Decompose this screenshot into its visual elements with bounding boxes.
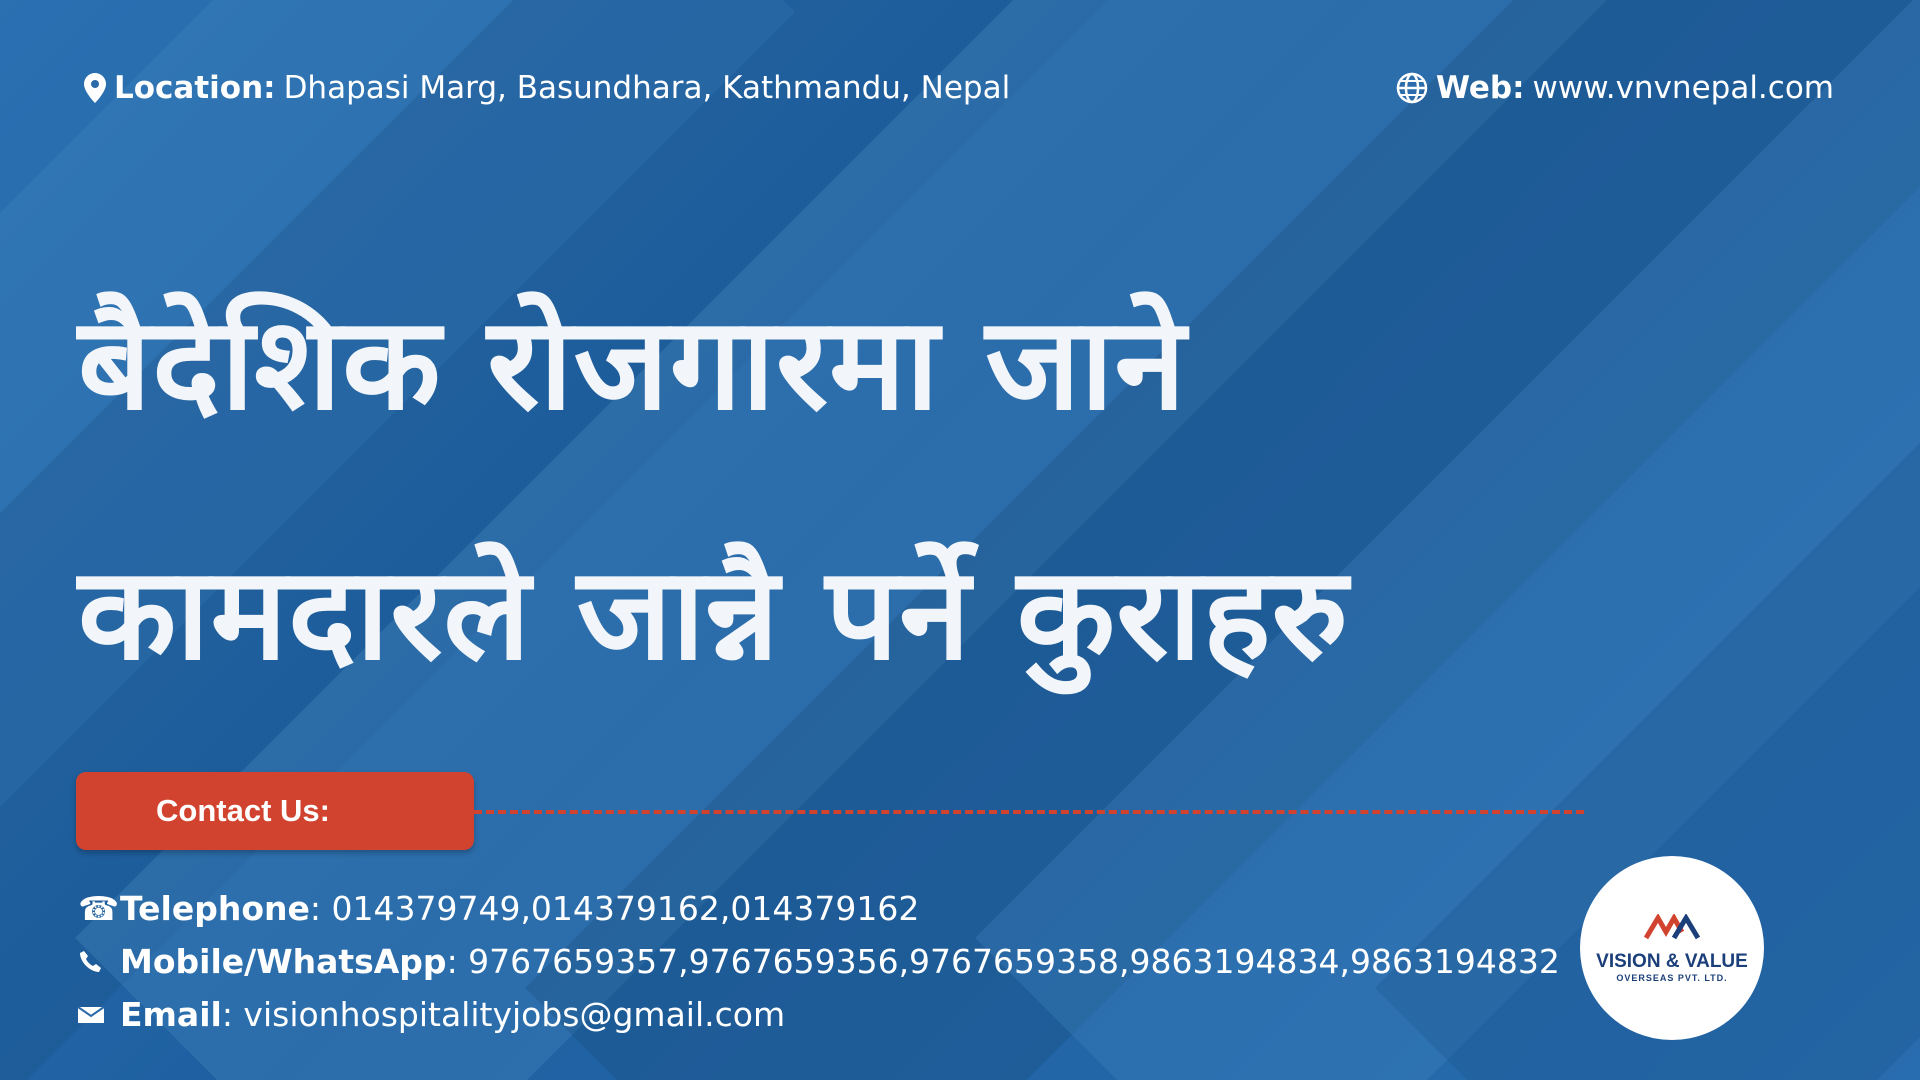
web-link[interactable]: www.vnvnepal.com	[1532, 70, 1834, 106]
telephone-label: Telephone	[120, 889, 310, 928]
mobile-value[interactable]: : 9767659357,9767659356,9767659358,9863194834,9863194832	[446, 942, 1560, 981]
email-label: Email	[120, 995, 222, 1034]
top-info-bar	[84, 68, 1834, 108]
map-pin-icon	[84, 73, 106, 103]
company-logo	[1580, 856, 1764, 1040]
headline	[78, 240, 1578, 740]
headline-line-2: कामदारले जान्नै पर्ने कुराहरु	[78, 540, 1350, 689]
web-label: Web:	[1435, 70, 1525, 106]
telephone-line	[78, 882, 1560, 935]
location-value: Dhapasi Marg, Basundhara, Kathmandu, Nepal	[283, 70, 1011, 106]
telephone-value[interactable]: : 014379749,014379162,014379162	[309, 889, 920, 928]
web-info[interactable]	[1396, 70, 1834, 106]
email-line	[78, 988, 1560, 1041]
headline-line-1: बैदेशिक रोजगारमा जाने	[78, 290, 1187, 439]
logo-brand: VISION & VALUE	[1596, 950, 1748, 972]
logo-mark-icon	[1644, 914, 1700, 945]
phone-icon	[78, 949, 120, 975]
telephone-icon: ☎	[78, 889, 120, 928]
contact-section-header	[76, 772, 1586, 850]
logo-subtitle: OVERSEAS PVT. LTD.	[1616, 972, 1728, 983]
email-value[interactable]: : visionhospitalityjobs@gmail.com	[221, 995, 786, 1034]
envelope-icon	[78, 1005, 120, 1025]
location-label: Location:	[114, 70, 276, 106]
mobile-line	[78, 935, 1560, 988]
dashed-divider	[474, 810, 1584, 814]
globe-icon	[1396, 72, 1428, 104]
location-info	[84, 70, 1010, 106]
contact-us-button[interactable]: Contact Us:	[76, 772, 474, 850]
mobile-label: Mobile/WhatsApp	[120, 942, 447, 981]
contact-details	[78, 882, 1560, 1041]
